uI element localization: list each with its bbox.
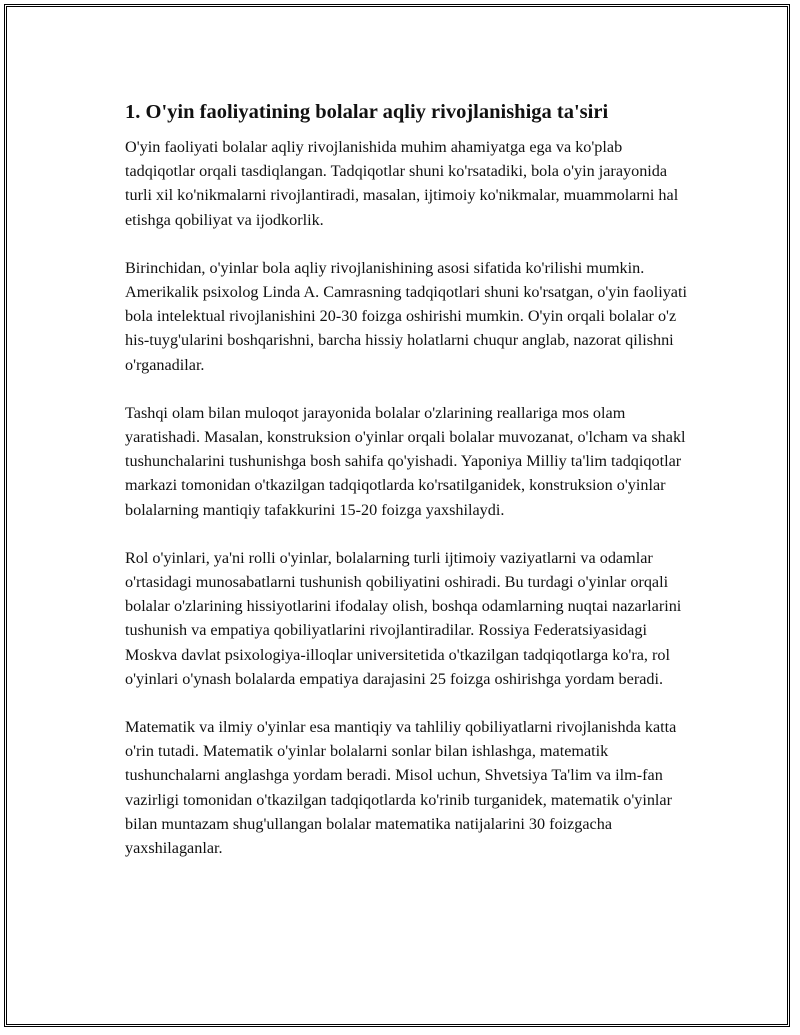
paragraph: Rol o'yinlari, ya'ni rolli o'yinlar, bolalarning turli ijtimoiy vaziyatlarni va odamlar o'rtasidagi munosabatlarni tushunish qobiliyatini oshiradi. Bu turdagi o'yinlar orqali bolalar o'zlarining hissiyotlarini ifodalay olish, boshqa odamlarning nuqtai nazarlarini tushunish va empatiya qobiliyatlarini rivojlantiradilar. Rossiya Federatsiyasidagi Moskva davlat psixologiya-illoqlar universitetida o'tkazilgan tadqiqotlarga ko'ra, rol o'yinlari o'ynash bolalarda empatiya darajasini 25 foizga oshirishga yordam beradi. [125, 548, 682, 688]
section-title: 1. O'yin faoliyatining bolalar aqliy rivojlanishiga ta'siri [125, 101, 609, 123]
page-border [4, 4, 790, 1027]
paragraph: O'yin faoliyati bolalar aqliy rivojlanishida muhim ahamiyatga ega va ko'plab tadqiqotlar orqali tasdiqlangan. Tadqiqotlar shuni ko'rsatadiki, bola o'yin jarayonida turli xil ko'nikmalarni rivojlantiradi, masalan, ijtimoiy ko'nikmalar, muammolarni hal etishga qobiliyat va ijodkorlik. [125, 138, 679, 229]
paragraph: Matematik va ilmiy o'yinlar esa mantiqiy va tahliliy qobiliyatlarni rivojlanishda katta o'rin tutadi. Matematik o'yinlar bolalarni sonlar bilan ishlashga, matematik tushunchalarni anglashga yordam beradi. Misol uchun, Shvetsiya Ta'lim va ilm-fan vazirligi tomonidan o'tkazilgan tadqiqotlarda ko'rinib turganidek, matematik o'yinlar bilan muntazam shug'ullangan bolalar matematika natijalarini 30 foizgacha yaxshilaganlar. [125, 718, 677, 858]
paragraph: Birinchidan, o'yinlar bola aqliy rivojlanishining asosi sifatida ko'rilishi mumkin. Amerikalik psixolog Linda A. Camrasning tadqiqotlari shuni ko'rsatgan, o'yin faoliyati bola intelektual rivojlanishini 20-30 foizga oshirishi mumkin. O'yin orqali bolalar o'z his-tuyg'ularini boshqarishni, barcha hissiy holatlarni chuqur anglab, nazorat qilishni o'rganadilar. [125, 258, 687, 374]
paragraph: Tashqi olam bilan muloqot jarayonida bolalar o'zlarining reallariga mos olam yaratishadi. Masalan, konstruksion o'yinlar orqali bolalar muvozanat, o'lcham va shakl tushunchalarini tushunishga bosh sahifa qo'yishadi. Yaponiya Milliy ta'lim tadqiqotlar markazi tomonidan o'tkazilgan tadqiqotlarda ko'rsatilganidek, konstruksion o'yinlar bolalarning mantiqiy tafakkurini 15-20 foizga yaxshilaydi. [125, 403, 686, 519]
document-body [125, 99, 695, 884]
